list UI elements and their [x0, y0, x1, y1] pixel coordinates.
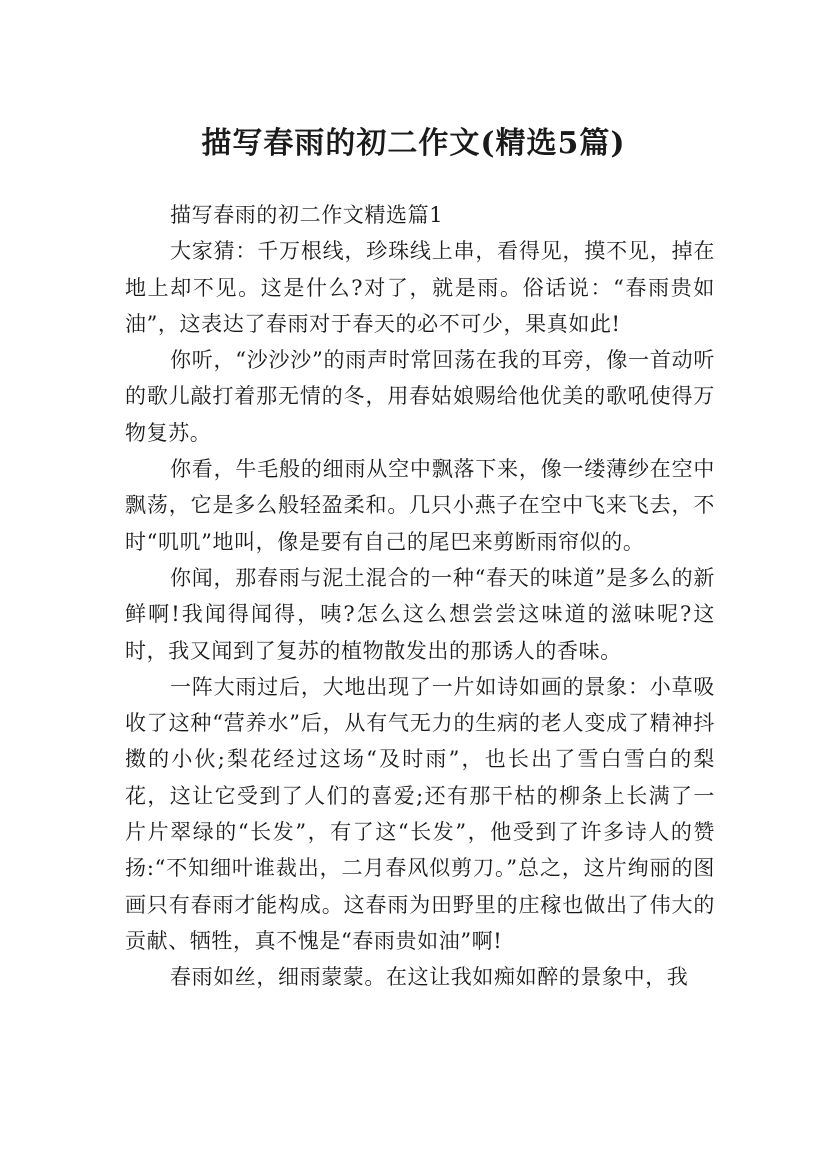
- document-body: [125, 197, 715, 996]
- section-heading: 描写春雨的初二作文精选篇1: [170, 203, 444, 227]
- paragraph-drizzle: 春雨如丝，细雨蒙蒙。在这让我如痴如醉的景象中，我: [170, 965, 689, 990]
- paragraph-smell: 你闻，那春雨与泥土混合的一种“春天的味道”是多么的新鲜啊!我闻得闻得，咦?怎么这么想尝尝这味道的滋味呢?这时，我又闻到了复苏的植物散发出的那诱人的香味。: [125, 565, 715, 663]
- paragraph-after-rain: 一阵大雨过后，大地出现了一片如诗如画的景象：小草吸收了这种“营养水”后，从有气无力的生病的老人变成了精神抖擞的小伙;梨花经过这场“及时雨”，也长出了雪白雪白的梨花，这让它受到了人们的喜爱;还有那干枯的柳条上长满了一片片翠绿的“长发”，有了这“长发”，他受到了许多诗人的赞扬:“不知细叶谁裁出，二月春风似剪刀。”总之，这片绚丽的图画只有春雨才能构成。这春雨为田野里的庄稼也做出了伟大的贡献、牺牲，真不愧是“春雨贵如油”啊!: [125, 674, 715, 953]
- document-title: 描写春雨的初二作文(精选5篇): [201, 126, 626, 162]
- paragraph-guess: 大家猜：千万根线，珍珠线上串，看得见，摸不见，掉在地上却不见。这是什么?对了，就是雨。俗话说：“春雨贵如油”，这表达了春雨对于春天的必不可少，果真如此!: [125, 239, 715, 336]
- paragraph-listen: 你听，“沙沙沙”的雨声时常回荡在我的耳旁，像一首动听的歌儿敲打着那无情的冬，用春姑娘赐给他优美的歌吼使得万物复苏。: [125, 348, 715, 445]
- paragraph-look: 你看，牛毛般的细雨从空中飘落下来，像一缕薄纱在空中飘荡，它是多么般轻盈柔和。几只小燕子在空中飞来飞去，不时“叽叽”地叫，像是要有自己的尾巴来剪断雨帘似的。: [125, 457, 715, 554]
